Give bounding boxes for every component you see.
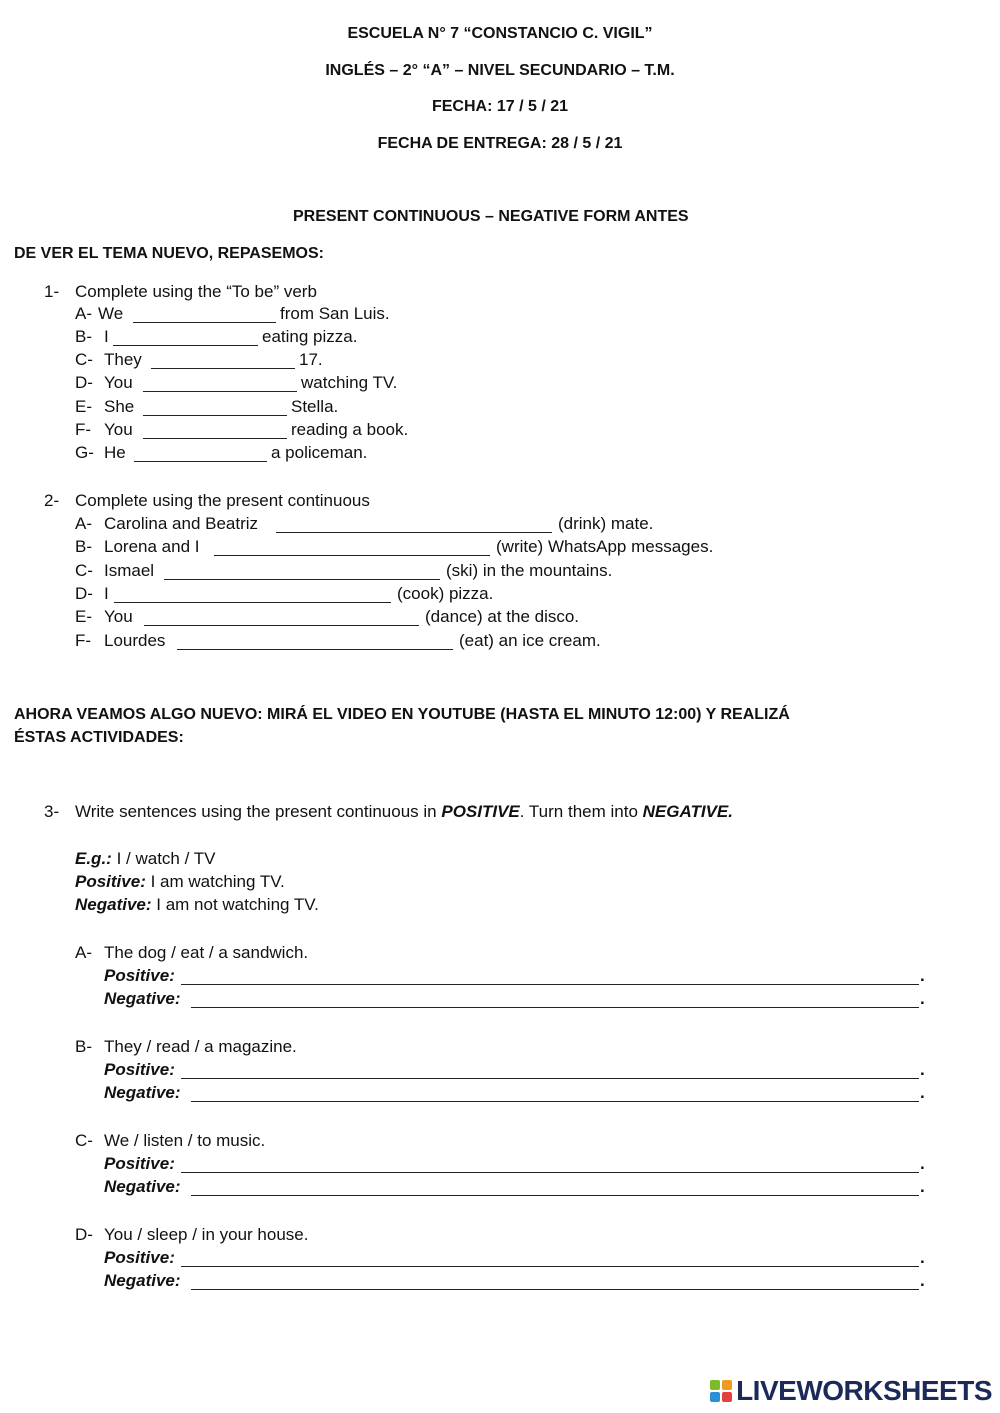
instr-part: . Turn them into: [519, 802, 643, 821]
logo-square: [710, 1392, 720, 1402]
item-subject: You: [104, 373, 133, 392]
logo-text: LIVEWORKSHEETS: [736, 1375, 992, 1406]
positive-answer-line[interactable]: [181, 984, 919, 985]
item-subject: Carolina and Beatriz: [104, 514, 259, 533]
item-subject: She: [104, 397, 135, 416]
logo-square: [722, 1380, 732, 1390]
course-info: INGLÉS – 2° “A” – NIVEL SECUNDARIO – T.M.: [325, 62, 675, 79]
item-subject: I: [104, 584, 109, 603]
logo-square: [722, 1392, 732, 1402]
eg-negative-label: Negative:: [75, 895, 152, 914]
positive-answer-line[interactable]: [181, 1172, 919, 1173]
item-letter: B-: [75, 1037, 92, 1056]
item-rest: watching TV.: [301, 373, 398, 392]
positive-label: Positive:: [104, 1154, 175, 1173]
item-rest: eating pizza.: [262, 327, 358, 346]
item-rest: (drink) mate.: [558, 514, 654, 533]
positive-answer-line[interactable]: [181, 1266, 919, 1267]
item-letter: A-: [75, 514, 92, 533]
negative-answer-line[interactable]: [191, 1289, 919, 1290]
period: .: [920, 1177, 925, 1196]
answer-blank[interactable]: [143, 391, 297, 392]
item-letter: D-: [75, 1225, 93, 1244]
eg-label: E.g.:: [75, 849, 112, 868]
instr-part: Write sentences using the present continuous in: [75, 802, 442, 821]
period: .: [920, 1060, 925, 1079]
answer-blank[interactable]: [113, 345, 258, 346]
logo-square: [710, 1380, 720, 1390]
school-name: ESCUELA N° 7 “CONSTANCIO C. VIGIL”: [347, 25, 653, 42]
item-rest: Stella.: [291, 397, 339, 416]
item-subject: Lorena and I: [104, 537, 200, 556]
period: .: [920, 1083, 925, 1102]
example-positive: [75, 872, 285, 892]
eg-text: I / watch / TV: [111, 849, 216, 868]
item-letter: E-: [75, 397, 92, 416]
eg-negative-text: I am not watching TV.: [151, 895, 319, 914]
item-letter: C-: [75, 561, 93, 580]
item-subject: Lourdes: [104, 631, 166, 650]
period: .: [920, 1248, 925, 1267]
negative-label: Negative:: [104, 1271, 181, 1290]
item-letter: B-: [75, 327, 92, 346]
answer-blank[interactable]: [143, 438, 287, 439]
item-letter: C-: [75, 350, 93, 369]
date: FECHA: 17 / 5 / 21: [431, 98, 569, 115]
negative-answer-line[interactable]: [191, 1007, 919, 1008]
instr-positive: POSITIVE: [441, 802, 520, 821]
answer-blank[interactable]: [164, 579, 440, 580]
answer-blank[interactable]: [114, 602, 391, 603]
item-letter: D-: [75, 584, 93, 603]
item-subject: Ismael: [104, 561, 155, 580]
negative-label: Negative:: [104, 1177, 181, 1196]
item-letter: F-: [75, 420, 92, 439]
item-letter: F-: [75, 631, 92, 650]
item-prompt: The dog / eat / a sandwich.: [104, 943, 309, 962]
answer-blank[interactable]: [143, 415, 287, 416]
answer-blank[interactable]: [151, 368, 295, 369]
answer-blank[interactable]: [144, 625, 419, 626]
logo-mark-icon: [710, 1380, 732, 1402]
item-letter: C-: [75, 1131, 93, 1150]
liveworksheets-logo: [710, 1375, 992, 1407]
negative-label: Negative:: [104, 1083, 181, 1102]
item-rest: reading a book.: [291, 420, 409, 439]
item-rest: 17.: [299, 350, 323, 369]
instr-negative: NEGATIVE.: [642, 802, 733, 821]
item-subject: You: [104, 420, 133, 439]
item-letter: D-: [75, 373, 93, 392]
new-section-heading: AHORA VEAMOS ALGO NUEVO: MIRÁ EL VIDEO EN YOUTUBE (HASTA EL MINUTO 12:00) Y REALIZÁ: [14, 706, 790, 723]
item-subject: You: [104, 607, 133, 626]
answer-blank[interactable]: [177, 649, 453, 650]
due-date: FECHA DE ENTREGA: 28 / 5 / 21: [377, 135, 623, 152]
example-negative: [75, 895, 319, 915]
new-section-heading-cont: ÉSTAS ACTIVIDADES:: [14, 729, 184, 746]
period: .: [920, 1271, 925, 1290]
exercise3-instruction: [75, 802, 733, 822]
positive-answer-line[interactable]: [181, 1078, 919, 1079]
answer-blank[interactable]: [214, 555, 490, 556]
item-subject: They: [104, 350, 142, 369]
item-rest: (dance) at the disco.: [425, 607, 580, 626]
item-subject: He: [104, 443, 126, 462]
item-subject: I: [104, 327, 109, 346]
negative-label: Negative:: [104, 989, 181, 1008]
exercise2-instruction: Complete using the present continuous: [75, 491, 370, 510]
item-letter: E-: [75, 607, 92, 626]
positive-label: Positive:: [104, 1060, 175, 1079]
negative-answer-line[interactable]: [191, 1101, 919, 1102]
period: .: [920, 989, 925, 1008]
item-prompt: We / listen / to music.: [104, 1131, 266, 1150]
topic-title: PRESENT CONTINUOUS – NEGATIVE FORM ANTES: [293, 208, 689, 225]
eg-positive-text: I am watching TV.: [145, 872, 285, 891]
item-prompt: They / read / a magazine.: [104, 1037, 297, 1056]
review-heading: DE VER EL TEMA NUEVO, REPASEMOS:: [14, 245, 324, 262]
item-rest: (cook) pizza.: [397, 584, 494, 603]
item-letter: B-: [75, 537, 92, 556]
positive-label: Positive:: [104, 1248, 175, 1267]
positive-label: Positive:: [104, 966, 175, 985]
item-rest: (ski) in the mountains.: [446, 561, 613, 580]
item-rest: (eat) an ice cream.: [459, 631, 601, 650]
item-rest: a policeman.: [271, 443, 368, 462]
exercise1-instruction: Complete using the “To be” verb: [75, 282, 317, 301]
period: .: [920, 1154, 925, 1173]
item-rest: (write) WhatsApp messages.: [496, 537, 714, 556]
answer-blank[interactable]: [134, 461, 267, 462]
exercise3-number: 3-: [44, 802, 60, 821]
item-prompt: You / sleep / in your house.: [104, 1225, 309, 1244]
period: .: [920, 966, 925, 985]
item-subject: We: [98, 304, 124, 323]
item-letter: A-: [75, 304, 92, 323]
item-letter: A-: [75, 943, 92, 962]
item-letter: G-: [75, 443, 94, 462]
example-prompt: [75, 849, 215, 869]
exercise2-number: 2-: [44, 491, 60, 510]
answer-blank[interactable]: [276, 532, 552, 533]
answer-blank[interactable]: [133, 322, 276, 323]
item-rest: from San Luis.: [280, 304, 390, 323]
negative-answer-line[interactable]: [191, 1195, 919, 1196]
exercise1-number: 1-: [44, 282, 60, 301]
eg-positive-label: Positive:: [75, 872, 146, 891]
